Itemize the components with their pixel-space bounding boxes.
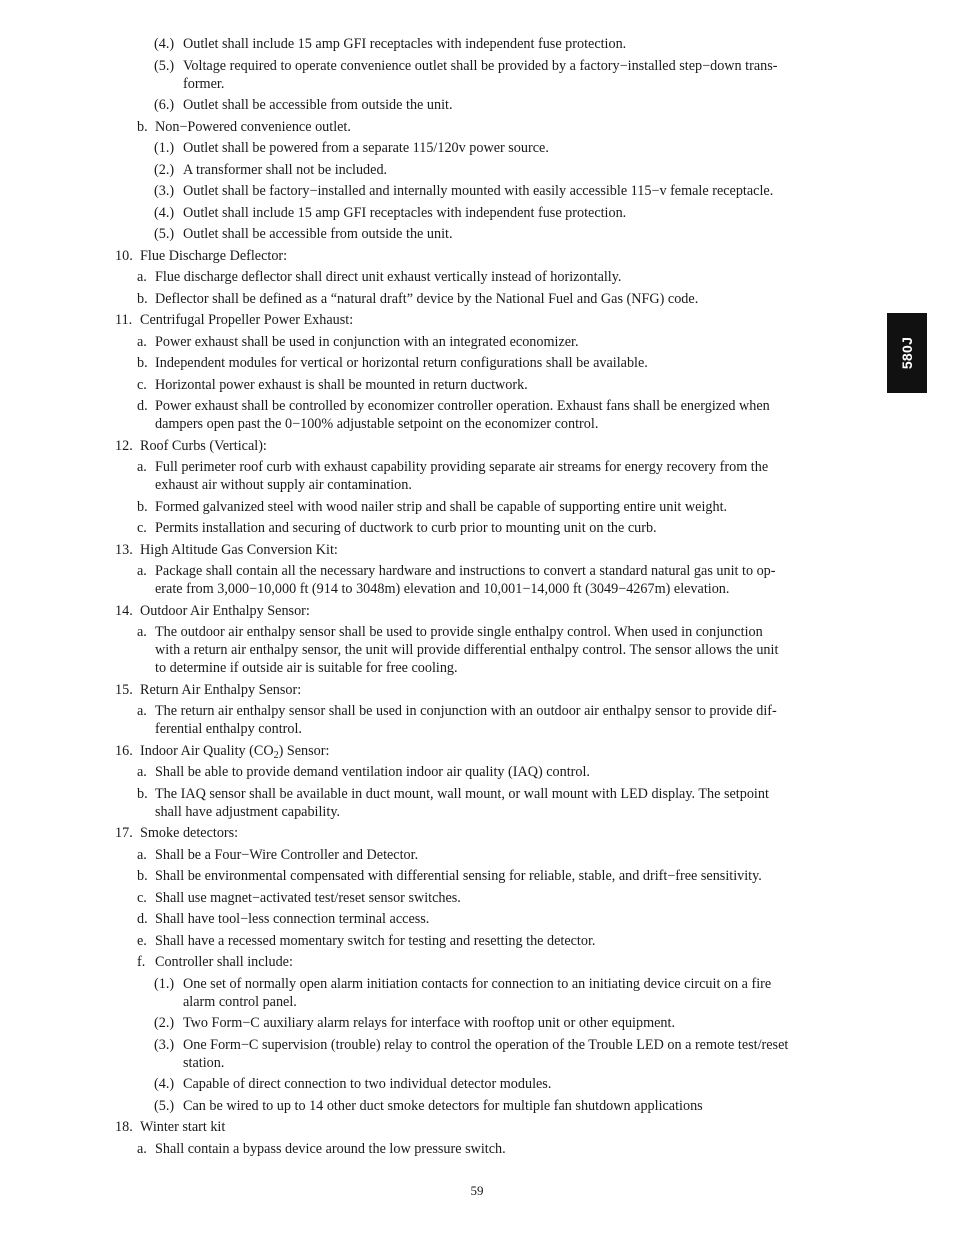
item-label: (3.) <box>154 1036 175 1053</box>
list-item <box>0 354 954 372</box>
item-text-line: One Form−C supervision (trouble) relay to control the operation of the Trouble LED on a remote test/reset <box>183 1036 789 1053</box>
item-text-line: Centrifugal Propeller Power Exhaust: <box>140 312 354 328</box>
item-text-line: Outlet shall be accessible from outside the unit. <box>183 226 453 242</box>
list-item <box>0 742 954 760</box>
item-label: 14. <box>115 602 133 619</box>
item-text-line: Smoke detectors: <box>140 825 239 841</box>
item-text-line: station. <box>183 1054 225 1071</box>
item-text-line: alarm control panel. <box>183 993 297 1010</box>
text-before-subscript: Indoor Air Quality (CO <box>140 742 274 759</box>
item-text-line: Outdoor Air Enthalpy Sensor: <box>140 602 310 619</box>
item-label: d. <box>137 911 148 927</box>
item-text-line: shall have adjustment capability. <box>155 803 341 820</box>
item-text-line: Outlet shall include 15 amp GFI receptacles with independent fuse protection. <box>183 204 627 221</box>
item-text-line: Capable of direct connection to two individual detector modules. <box>183 1076 552 1092</box>
item-label: (3.) <box>154 183 175 199</box>
spec-list <box>0 35 954 1161</box>
list-item <box>0 910 954 928</box>
co2-subscript: 2 <box>273 749 279 761</box>
item-label: b. <box>137 118 148 135</box>
list-item <box>0 225 954 243</box>
item-label: 11. <box>115 312 133 328</box>
item-label: a. <box>137 269 147 285</box>
list-item <box>0 1036 954 1072</box>
item-label: 16. <box>115 742 133 759</box>
item-text-line: Return Air Enthalpy Sensor: <box>140 681 302 698</box>
list-item <box>0 139 954 157</box>
item-text-line: Independent modules for vertical or horizontal return configurations shall be available. <box>155 355 648 371</box>
item-label: f. <box>137 954 146 970</box>
list-item <box>0 1097 954 1115</box>
item-label: (4.) <box>154 1076 175 1092</box>
item-label: (4.) <box>154 204 175 221</box>
list-item <box>0 932 954 950</box>
item-text-line: former. <box>183 75 225 92</box>
list-item <box>0 702 954 738</box>
item-text-line: ferential enthalpy control. <box>155 721 302 737</box>
list-item <box>0 397 954 433</box>
list-item <box>0 268 954 286</box>
item-label: b. <box>137 785 148 802</box>
list-item <box>0 785 954 821</box>
item-text-line: The IAQ sensor shall be available in duct mount, wall mount, or wall mount with LED display. The setpoint <box>155 785 769 802</box>
item-label: e. <box>137 932 147 949</box>
item-text-line: Winter start kit <box>140 1119 226 1135</box>
item-text-line: erate from 3,000−10,000 ft (914 to 3048m) elevation and 10,001−14,000 ft (3049−4267m) elevation. <box>155 581 730 597</box>
list-item <box>0 458 954 494</box>
item-text-line <box>0 742 954 760</box>
list-item <box>0 953 954 971</box>
list-item <box>0 562 954 598</box>
item-label: d. <box>137 398 148 414</box>
item-label: c. <box>137 520 147 536</box>
item-text-line: One set of normally open alarm initiation contacts for connection to an initiating device circuit on a fire <box>183 975 772 992</box>
list-item <box>0 333 954 351</box>
item-text-line: Outlet shall be factory−installed and internally mounted with easily accessible 115−v female receptacle. <box>183 183 774 199</box>
item-text-line: Shall be environmental compensated with differential sensing for reliable, stable, and drift−free sensitivity. <box>155 868 762 884</box>
item-text-line: exhaust air without supply air contamination. <box>155 477 412 493</box>
list-item <box>0 1014 954 1032</box>
item-label: (5.) <box>154 226 175 242</box>
list-item <box>0 57 954 93</box>
item-label: a. <box>137 703 147 719</box>
list-item <box>0 975 954 1011</box>
list-item <box>0 867 954 885</box>
list-item <box>0 437 954 455</box>
list-item <box>0 35 954 53</box>
item-label: (5.) <box>154 1097 175 1114</box>
item-text-line: with a return air enthalpy sensor, the unit will provide differential enthalpy control. The sensor allows the unit <box>155 642 779 658</box>
section-tab-label: 580J <box>898 336 915 370</box>
item-label: (4.) <box>154 36 175 52</box>
item-text-line: Can be wired to up to 14 other duct smoke detectors for multiple fan shutdown applications <box>183 1097 703 1114</box>
item-label: (6.) <box>154 97 175 113</box>
item-text-line: Flue Discharge Deflector: <box>140 247 288 264</box>
list-item <box>0 161 954 179</box>
list-item <box>0 681 954 699</box>
item-label: 15. <box>115 681 133 698</box>
list-item <box>0 824 954 842</box>
item-label: c. <box>137 889 147 906</box>
item-text-line: Package shall contain all the necessary hardware and instructions to convert a standard natural gas unit to op- <box>155 563 776 579</box>
item-text-line: Horizontal power exhaust is shall be mounted in return ductwork. <box>155 376 528 393</box>
item-label: a. <box>137 333 147 350</box>
item-text-line: Shall use magnet−activated test/reset sensor switches. <box>155 889 461 906</box>
list-item <box>0 182 954 200</box>
list-item <box>0 846 954 864</box>
list-item <box>0 763 954 781</box>
item-text-line: A transformer shall not be included. <box>183 161 388 178</box>
item-label: b. <box>137 868 148 884</box>
section-tab <box>887 313 927 393</box>
item-label: a. <box>137 563 147 579</box>
item-text-line: Shall be a Four−Wire Controller and Detector. <box>155 846 419 863</box>
item-text-line: Shall have a recessed momentary switch for testing and resetting the detector. <box>155 932 596 949</box>
item-text-line: Shall be able to provide demand ventilation indoor air quality (IAQ) control. <box>155 764 590 780</box>
item-label: a. <box>137 459 147 475</box>
list-item <box>0 498 954 516</box>
list-item <box>0 519 954 537</box>
list-item <box>0 290 954 308</box>
list-item <box>0 889 954 907</box>
item-text-line: Outlet shall be accessible from outside the unit. <box>183 97 453 113</box>
item-label: b. <box>137 498 148 515</box>
list-item <box>0 247 954 265</box>
item-label: 12. <box>115 437 133 454</box>
item-label: 10. <box>115 247 133 264</box>
item-text-line: Roof Curbs (Vertical): <box>140 437 267 454</box>
list-item <box>0 96 954 114</box>
item-label: (2.) <box>154 161 175 178</box>
list-item <box>0 311 954 329</box>
item-label: a. <box>137 764 147 780</box>
text-after-subscript: ) Sensor: <box>278 742 330 759</box>
item-text-line: Non−Powered convenience outlet. <box>155 118 351 135</box>
item-label: b. <box>137 355 148 371</box>
item-text-line: dampers open past the 0−100% adjustable setpoint on the economizer control. <box>155 416 599 432</box>
item-text-line: Full perimeter roof curb with exhaust capability providing separate air streams for energy recovery from the <box>155 459 769 475</box>
item-label: (1.) <box>154 140 175 156</box>
item-text-line: Shall have tool−less connection terminal access. <box>155 911 430 927</box>
item-label: (1.) <box>154 975 175 992</box>
list-item <box>0 623 954 677</box>
item-text-line: Voltage required to operate convenience outlet shall be provided by a factory−installed step−down trans- <box>183 57 778 74</box>
list-item <box>0 1118 954 1136</box>
item-label: (2.) <box>154 1015 175 1031</box>
item-text-line: to determine if outside air is suitable for free cooling. <box>155 660 458 676</box>
item-label: 18. <box>115 1119 133 1135</box>
list-item <box>0 376 954 394</box>
item-label: b. <box>137 290 148 307</box>
item-text-line: Formed galvanized steel with wood nailer strip and shall be capable of supporting entire unit weight. <box>155 498 728 515</box>
item-text-line: Outlet shall be powered from a separate 115/120v power source. <box>183 140 549 156</box>
item-label: (5.) <box>154 57 175 74</box>
item-text-line: Outlet shall include 15 amp GFI receptacles with independent fuse protection. <box>183 36 627 52</box>
item-label: 17. <box>115 825 133 841</box>
item-label: a. <box>137 846 147 863</box>
item-label: c. <box>137 376 147 393</box>
item-text-line: Power exhaust shall be controlled by economizer controller operation. Exhaust fans shall be energized when <box>155 398 770 414</box>
item-text-line: Power exhaust shall be used in conjunction with an integrated economizer. <box>155 333 579 350</box>
item-text-line: The outdoor air enthalpy sensor shall be used to provide single enthalpy control. When used in conjunction <box>155 624 763 640</box>
item-text-line: High Altitude Gas Conversion Kit: <box>140 541 338 558</box>
item-text-line: Shall contain a bypass device around the low pressure switch. <box>155 1140 506 1157</box>
item-text-line: Two Form−C auxiliary alarm relays for interface with rooftop unit or other equipment. <box>183 1015 676 1031</box>
item-text-line: Flue discharge deflector shall direct unit exhaust vertically instead of horizontally. <box>155 269 622 285</box>
list-item <box>0 118 954 136</box>
item-text-line: Controller shall include: <box>155 954 293 970</box>
item-label: 13. <box>115 541 133 558</box>
item-text-line: Permits installation and securing of ductwork to curb prior to mounting unit on the curb. <box>155 520 657 536</box>
list-item <box>0 1140 954 1158</box>
list-item <box>0 602 954 620</box>
item-label: a. <box>137 1140 147 1157</box>
item-label: a. <box>137 624 147 640</box>
page-number: 59 <box>470 1183 484 1198</box>
list-item <box>0 204 954 222</box>
list-item <box>0 541 954 559</box>
list-item <box>0 1075 954 1093</box>
item-text-line: The return air enthalpy sensor shall be used in conjunction with an outdoor air enthalpy sensor to provide dif- <box>155 703 777 719</box>
item-text-line: Deflector shall be defined as a “natural draft” device by the National Fuel and Gas (NFG) code. <box>155 290 699 307</box>
